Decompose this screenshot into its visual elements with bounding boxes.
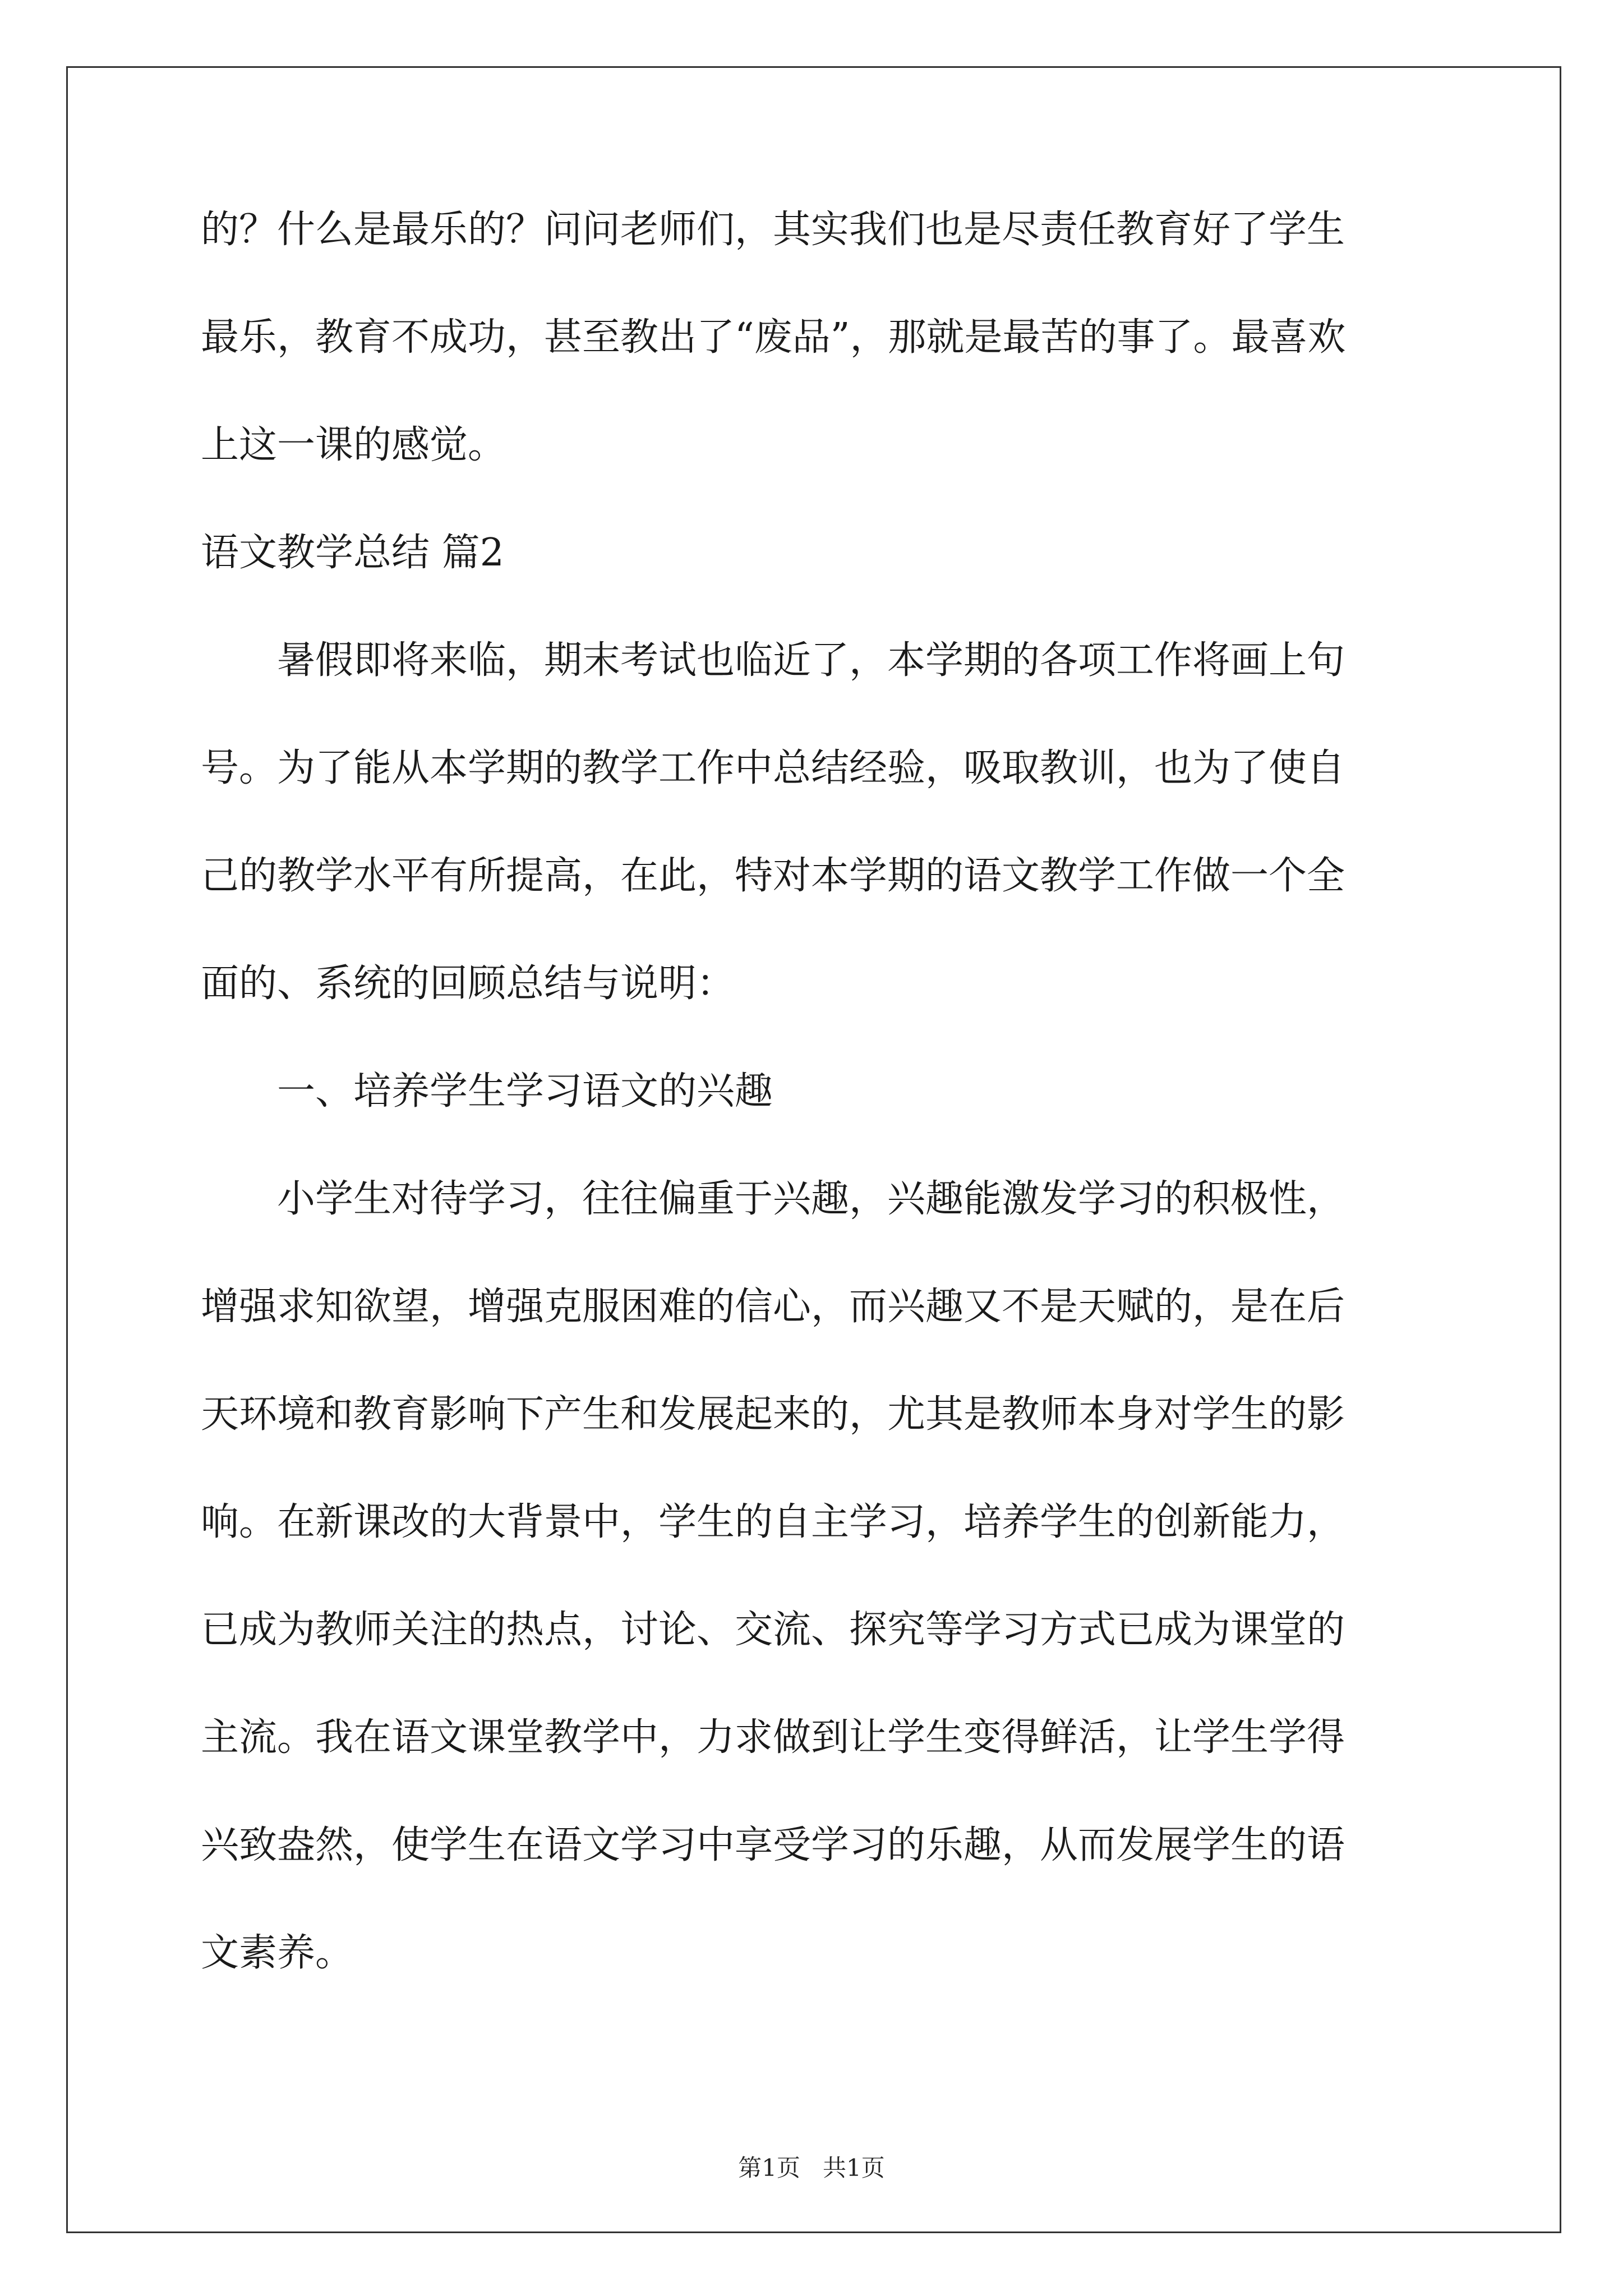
subsection-heading: 一、培养学生学习语文的兴趣 bbox=[277, 1069, 773, 1114]
text-line: 小学生对待学习，往往偏重于兴趣，兴趣能激发学习的积极性， bbox=[277, 1177, 1345, 1221]
text-line: 文素养。 bbox=[201, 1931, 354, 1975]
page-number: 第1页 bbox=[738, 2154, 800, 2182]
text-line: 兴致盎然，使学生在语文学习中享受学习的乐趣，从而发展学生的语 bbox=[201, 1823, 1345, 1867]
text-line: 己的教学水平有所提高，在此，特对本学期的语文教学工作做一个全 bbox=[201, 854, 1345, 898]
text-line: 号。为了能从本学期的教学工作中总结经验，吸取教训，也为了使自 bbox=[201, 746, 1345, 790]
text-line: 最乐，教育不成功，甚至教出了“废品”，那就是最苦的事了。最喜欢 bbox=[201, 315, 1346, 360]
text-line: 增强求知欲望，增强克服困难的信心，而兴趣又不是天赋的，是在后 bbox=[201, 1285, 1345, 1329]
text-line: 的？什么是最乐的？问问老师们，其实我们也是尽责任教育好了学生 bbox=[201, 208, 1345, 252]
page-total: 共1页 bbox=[823, 2154, 885, 2182]
text-line: 面的、系统的回顾总结与说明： bbox=[201, 961, 735, 1006]
text-line: 上这一课的感觉。 bbox=[201, 423, 506, 467]
page-footer bbox=[0, 2151, 1623, 2185]
text-line: 响。在新课改的大背景中，学生的自主学习，培养学生的创新能力， bbox=[201, 1500, 1345, 1544]
section-heading: 语文教学总结 篇2 bbox=[201, 531, 504, 575]
document-body bbox=[201, 203, 1429, 2034]
text-line: 暑假即将来临，期末考试也临近了，本学期的各项工作将画上句 bbox=[277, 638, 1345, 683]
text-line: 已成为教师关注的热点，讨论、交流、探究等学习方式已成为课堂的 bbox=[201, 1608, 1345, 1652]
text-line: 主流。我在语文课堂教学中，力求做到让学生变得鲜活，让学生学得 bbox=[201, 1715, 1345, 1760]
text-line: 天环境和教育影响下产生和发展起来的，尤其是教师本身对学生的影 bbox=[201, 1392, 1345, 1437]
